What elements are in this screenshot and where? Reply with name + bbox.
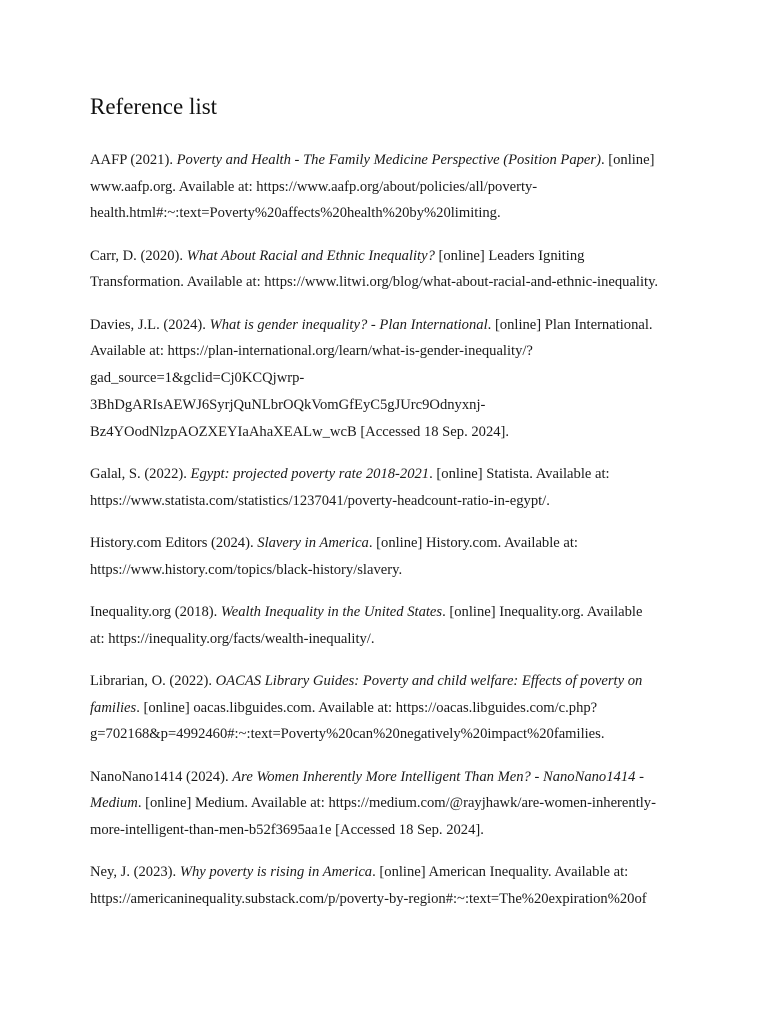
reference-text: https://www.history.com/topics/black-history/slavery. [90,561,403,578]
reference-line [90,338,690,365]
reference-line [90,461,690,488]
reference-text: at: https://inequality.org/facts/wealth-inequality/. [90,630,375,647]
page-title: Reference list [90,94,218,119]
reference-text: Bz4YOodNlzpAOZXEYIaAhaXEALw_wcB [Accessed 18 Sep. 2024]. [90,423,510,440]
reference-text: . [online] Statista. Available at: [429,465,610,482]
reference-entry [90,764,690,844]
reference-line [90,599,690,626]
reference-title-text: What is gender inequality? - Plan International [209,316,488,333]
reference-title-text: Are Women Inherently More Intelligent Than Men? - NanoNano1414 - [232,768,644,785]
reference-entry [90,668,690,748]
reference-text: gad_source=1&gclid=Cj0KCQjwrp- [90,370,305,387]
reference-text: Davies, J.L. (2024). [90,316,210,333]
reference-line [90,790,690,817]
reference-text: NanoNano1414 (2024). [90,768,233,785]
reference-text: health.html#:~:text=Poverty%20affects%20health%20by%20limiting. [90,205,501,222]
reference-line [90,174,690,201]
reference-text: www.aafp.org. Available at: https://www.aafp.org/about/policies/all/poverty- [90,178,538,195]
reference-text: Transformation. Available at: https://www.litwi.org/blog/what-about-racial-and-ethnic-inequality. [90,274,659,291]
reference-text: Available at: https://plan-international.org/learn/what-is-gender-inequality/? [90,343,533,360]
reference-line [90,365,690,392]
reference-title-text: Poverty and Health - The Family Medicine Perspective (Position Paper) [176,152,601,168]
reference-text: . [online] Plan International. [487,316,653,333]
reference-text: History.com Editors (2024). [90,534,258,551]
reference-line [90,721,690,748]
reference-line [90,886,690,913]
reference-line [90,668,690,695]
reference-line [90,859,690,886]
reference-list [90,147,690,913]
reference-text: Librarian, O. (2022). [90,672,216,689]
reference-text: . [online] History.com. Available at: [368,534,578,551]
reference-title-text: families [90,699,137,716]
reference-entry [90,461,690,514]
reference-title-text: Why poverty is rising in America [179,864,373,881]
reference-entry [90,243,690,296]
reference-text: AAFP (2021). [90,152,177,168]
reference-title-text: What About Racial and Ethnic Inequality? [186,247,435,264]
reference-title-text: Medium [90,795,138,812]
reference-title-text: Egypt: projected poverty rate 2018-2021 [190,465,430,482]
reference-text: more-intelligent-than-men-b52f3695aa1e [Accessed 18 Sep. 2024]. [90,821,484,838]
reference-text: . [online] Inequality.org. Available [442,603,643,620]
document-page [90,92,690,928]
reference-text: Ney, J. (2023). [90,864,180,881]
reference-line [90,764,690,791]
reference-text: . [online] Medium. Available at: https://medium.com/@rayjhawk/are-women-inherently- [137,795,656,812]
reference-text: https://www.statista.com/statistics/1237041/poverty-headcount-ratio-in-egypt/. [90,492,550,509]
reference-line [90,243,690,270]
reference-text: g=702168&p=4992460#:~:text=Poverty%20can%20negatively%20impact%20families. [90,726,605,743]
reference-text: . [online] oacas.libguides.com. Available at: https://oacas.libguides.com/c.php? [136,699,598,716]
reference-title-text: Wealth Inequality in the United States [220,603,443,620]
reference-text: Carr, D. (2020). [90,247,187,264]
reference-line [90,530,690,557]
reference-line [90,312,690,339]
reference-entry [90,859,690,912]
reference-title-text: OACAS Library Guides: Poverty and child welfare: Effects of poverty on [215,672,643,689]
reference-text: Inequality.org (2018). [90,603,221,620]
reference-text: https://americaninequality.substack.com/p/poverty-by-region#:~:text=The%20expiration%20of [90,890,647,907]
reference-text: . [online] [600,152,655,168]
reference-title-text: Slavery in America [257,534,369,551]
reference-line [90,817,690,844]
reference-line [90,695,690,722]
reference-line [90,200,690,227]
reference-text: . [online] American Inequality. Available at: [372,864,629,881]
reference-line [90,557,690,584]
reference-text: [online] Leaders Igniting [434,247,585,264]
reference-line [90,269,690,296]
reference-line [90,392,690,419]
reference-entry [90,312,690,446]
reference-entry [90,530,690,583]
reference-line [90,626,690,653]
reference-line [90,488,690,515]
reference-entry [90,599,690,652]
reference-entry [90,147,690,227]
reference-line [90,419,690,446]
reference-line [90,147,690,174]
reference-text: 3BhDgARIsAEWJ6SyrjQuNLbrOQkVomGfEyC5gJUrc9Odnyxnj- [90,396,486,413]
reference-text: Galal, S. (2022). [90,465,191,482]
